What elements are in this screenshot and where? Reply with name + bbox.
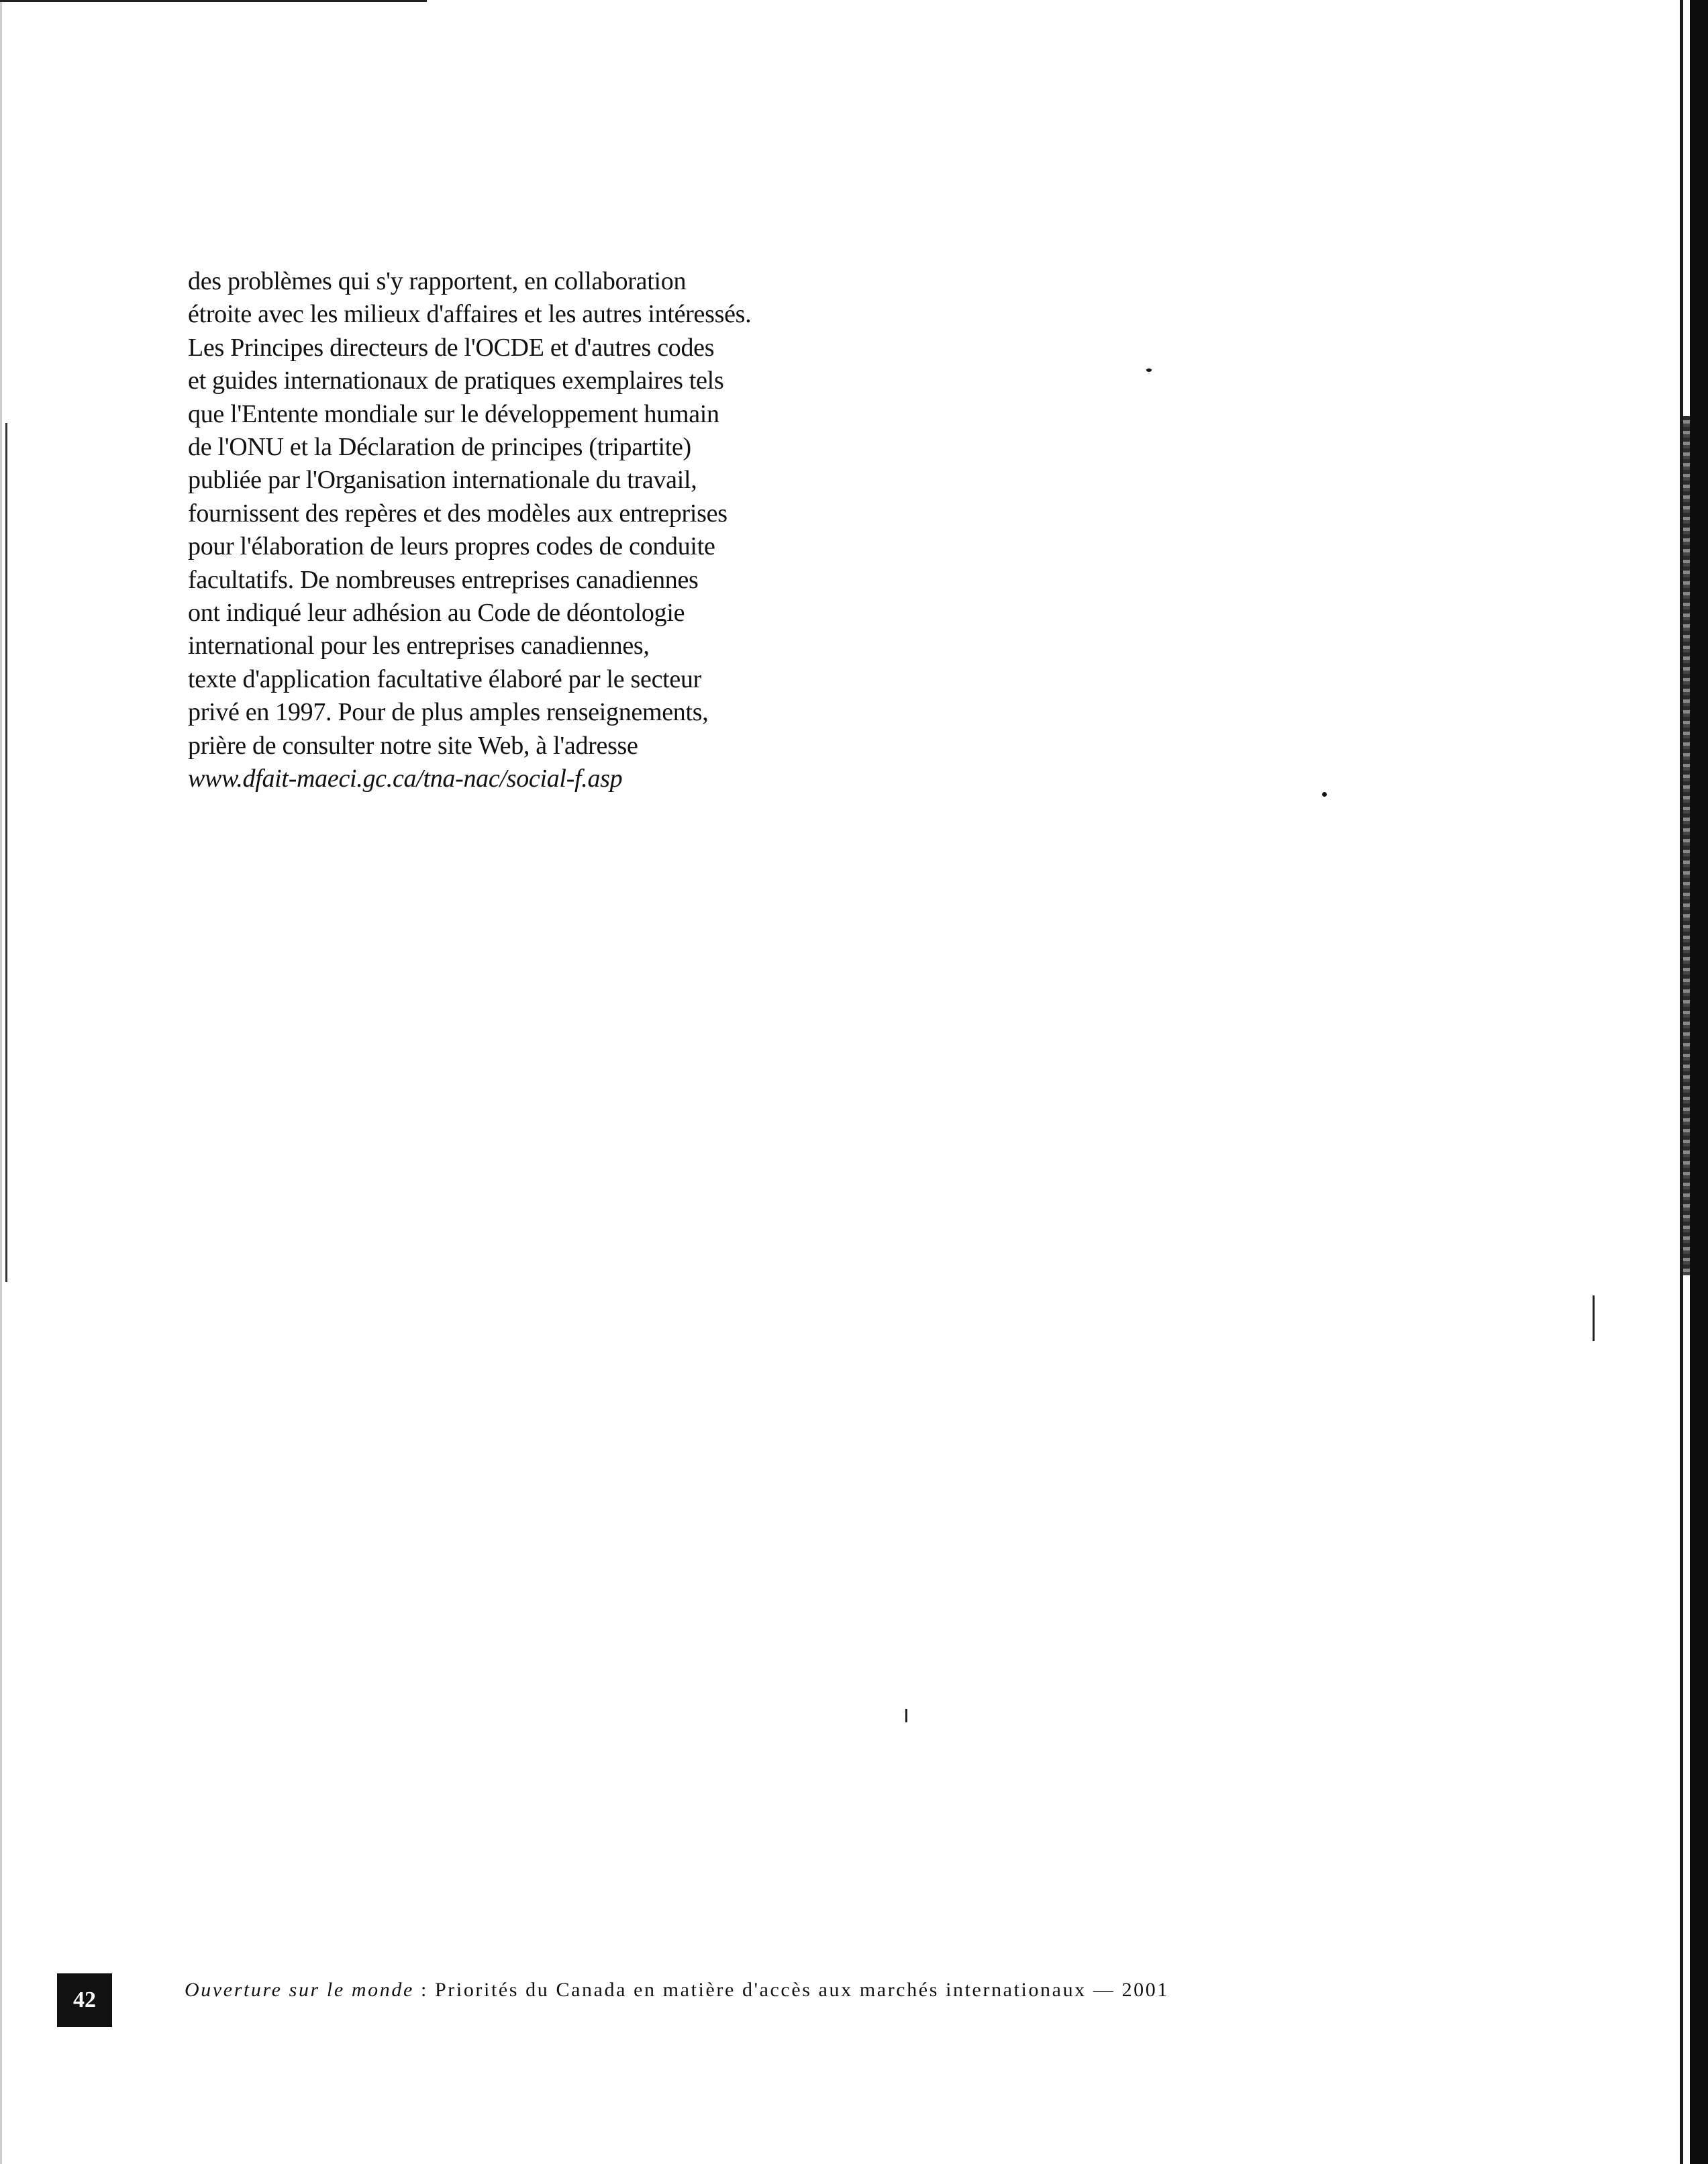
text-line: ont indiqué leur adhésion au Code de déontologie xyxy=(188,599,685,628)
text-line: facultatifs. De nombreuses entreprises canadiennes xyxy=(188,565,699,594)
scan-mark xyxy=(905,1709,907,1722)
text-line: international pour les entreprises canadiennes, xyxy=(188,632,650,660)
text-line: fournissent des repères et des modèles aux entreprises xyxy=(188,499,727,528)
publication-title: Ouverture sur le monde xyxy=(185,1979,414,2001)
text-line: étroite avec les milieux d'affaires et les autres intéressés. xyxy=(188,300,752,329)
scan-left-edge xyxy=(0,0,2,2164)
publication-subtitle: Priorités du Canada en matière d'accès aux marchés internationaux — 2001 xyxy=(435,1979,1169,2001)
scan-left-line xyxy=(5,423,7,1282)
border-outer-rule xyxy=(1690,0,1708,2164)
text-line: texte d'application facultative élaboré par le secteur xyxy=(188,665,702,693)
text-line: et guides internationaux de pratiques exemplaires tels xyxy=(188,366,724,395)
scan-speck xyxy=(1322,792,1327,797)
text-line: Les Principes directeurs de l'OCDE et d'autres codes xyxy=(188,333,715,362)
text-line: que l'Entente mondiale sur le développement humain xyxy=(188,399,719,428)
scan-speck xyxy=(1146,368,1152,372)
text-line: publiée par l'Organisation internationale du travail, xyxy=(188,466,697,495)
text-line: de l'ONU et la Déclaration de principes (tripartite) xyxy=(188,433,691,462)
website-url[interactable]: www.dfait-maeci.gc.ca/tna-nac/social-f.asp xyxy=(188,765,623,793)
text-line: prière de consulter notre site Web, à l'adresse xyxy=(188,731,638,760)
border-texture xyxy=(1683,416,1690,1275)
running-footer xyxy=(185,1979,1527,2002)
page-number xyxy=(57,1973,112,2027)
text-line: privé en 1997. Pour de plus amples renseignements, xyxy=(188,698,709,727)
scan-mark xyxy=(1593,1295,1595,1341)
body-paragraph xyxy=(188,265,805,796)
text-line: des problèmes qui s'y rapportent, en collaboration xyxy=(188,267,687,295)
text-line: pour l'élaboration de leurs propres codes de conduite xyxy=(188,532,715,561)
footer-separator: : xyxy=(413,1979,436,2001)
scan-top-border xyxy=(0,0,427,2)
page-number-label: 42 xyxy=(73,1987,96,2012)
page-right-border xyxy=(1658,0,1708,2164)
